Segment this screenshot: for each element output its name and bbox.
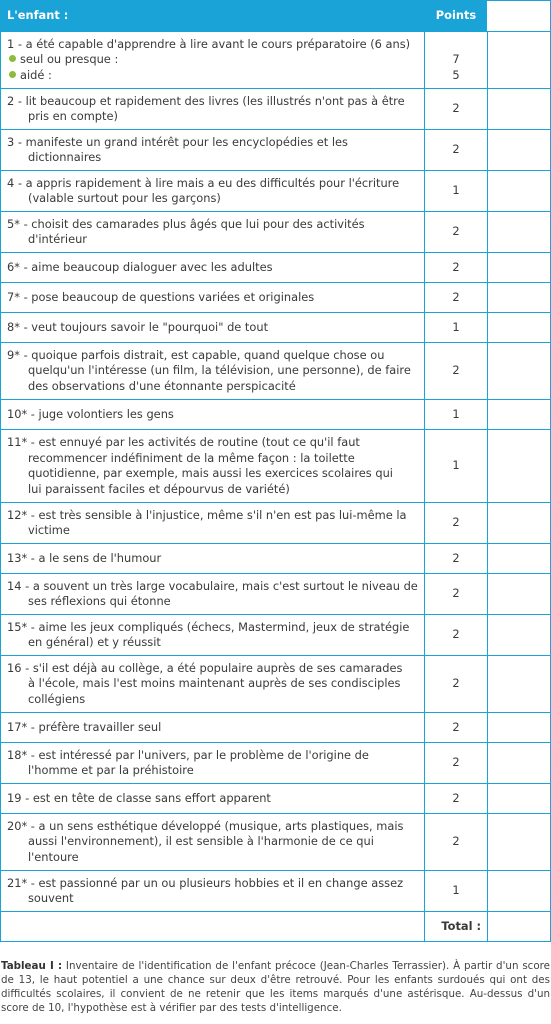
item-points: [425, 89, 488, 129]
item-line: 13* - a le sens de l'humour: [7, 550, 162, 565]
table-row: [1, 313, 551, 343]
item-line: des observations d'une étonnante perspicacité: [28, 378, 296, 393]
score-entry-cell[interactable]: [488, 212, 551, 252]
table-header: [1, 1, 551, 32]
score-entry-cell[interactable]: [488, 253, 551, 282]
item-points: [425, 171, 488, 211]
table-row: [1, 615, 551, 656]
item-points: [425, 400, 488, 429]
table-row: [1, 400, 551, 430]
item-description: [1, 130, 425, 170]
item-points: [425, 313, 488, 342]
item-description: [1, 656, 425, 712]
item-text: [7, 37, 410, 84]
item-text: [7, 791, 271, 807]
item-line: quelqu'un l'intéresse (un film, la télévision, une personne), de faire: [28, 363, 411, 378]
bullet-points: 7: [452, 52, 460, 66]
total-row: [1, 912, 551, 942]
score-entry-cell[interactable]: [488, 713, 551, 742]
item-text: [7, 217, 365, 248]
item-line: pris en compte): [28, 109, 118, 123]
score-entry-cell[interactable]: [488, 656, 551, 712]
item-points: [425, 283, 488, 312]
item-points: [425, 784, 488, 813]
score-entry-cell[interactable]: [488, 574, 551, 614]
points-value: 1: [452, 458, 460, 473]
item-points: [425, 430, 488, 502]
item-description: [1, 32, 425, 88]
item-description: [1, 743, 425, 783]
points-value: 1: [452, 883, 460, 898]
item-text: [7, 720, 161, 736]
total-entry-cell[interactable]: [488, 912, 551, 941]
table-row: [1, 430, 551, 503]
item-points: [425, 871, 488, 911]
item-line: à l'école, mais l'est moins maintenant auprès de ses condisciples: [28, 676, 401, 691]
item-text: [7, 407, 174, 423]
header-blank-cell: [488, 1, 551, 31]
points-value: 1: [452, 319, 460, 334]
item-line: en général) et y réussit: [28, 635, 161, 649]
item-line: 9* - quoique parfois distrait, est capable, quand quelque chose ou: [7, 347, 385, 362]
item-line: 2 - lit beaucoup et rapidement des livres (les illustrés n'ont pas à être: [7, 93, 405, 108]
points-value: 2: [452, 289, 460, 304]
points-value: 1: [452, 183, 460, 198]
item-line: 10* - juge volontiers les gens: [7, 406, 174, 421]
table-row: [1, 784, 551, 814]
table-row: [1, 283, 551, 313]
item-description: [1, 784, 425, 813]
item-text: [7, 135, 348, 166]
item-description: [1, 544, 425, 573]
score-entry-cell[interactable]: [488, 784, 551, 813]
item-description: [1, 253, 425, 282]
table-row: [1, 713, 551, 743]
item-text: [7, 661, 402, 708]
item-line: 17* - préfère travailler seul: [7, 719, 162, 734]
points-value: 2: [452, 259, 460, 274]
score-entry-cell[interactable]: [488, 814, 551, 870]
header-points-label: Points: [425, 1, 488, 31]
item-description: [1, 615, 425, 655]
table-row: [1, 503, 551, 544]
item-points: [425, 503, 488, 543]
item-description: [1, 283, 425, 312]
item-text: [7, 876, 403, 907]
item-description: [1, 89, 425, 129]
item-text: [7, 620, 409, 651]
item-line: 20* - a un sens esthétique développé (musique, arts plastiques, mais: [7, 818, 404, 833]
item-line: (valable surtout pour les garçons): [28, 191, 221, 205]
score-entry-cell[interactable]: [488, 313, 551, 342]
item-line: 7* - pose beaucoup de questions variées et originales: [7, 289, 315, 304]
points-value: 1: [452, 406, 460, 421]
item-line: 3 - manifeste un grand intérêt pour les encyclopédies et les: [7, 134, 348, 149]
item-line: ses réflexions qui étonne: [28, 594, 171, 608]
item-points: [425, 343, 488, 399]
item-line: lui paraissent faciles et dépourvus de variété): [28, 481, 290, 496]
score-entry-cell[interactable]: [488, 743, 551, 783]
item-line: 11* - est ennuyé par les activités de routine (tout ce qu'il faut: [7, 435, 360, 449]
total-spacer: [1, 912, 425, 941]
score-entry-cell[interactable]: [488, 503, 551, 543]
item-text: [7, 94, 405, 125]
table-row: [1, 253, 551, 283]
points-value: 2: [452, 224, 460, 239]
item-description: [1, 503, 425, 543]
score-entry-cell[interactable]: [488, 615, 551, 655]
points-value: 2: [452, 676, 460, 691]
item-text: [7, 320, 268, 336]
table-row: [1, 743, 551, 784]
item-line: 19 - est en tête de classe sans effort apparent: [7, 790, 271, 805]
item-description: [1, 713, 425, 742]
total-label: Total :: [425, 912, 488, 941]
item-points: [425, 253, 488, 282]
item-text: [7, 579, 418, 610]
bullet-label: aidé :: [20, 67, 52, 82]
points-value: 2: [452, 142, 460, 157]
table-row: [1, 212, 551, 253]
item-points: [425, 814, 488, 870]
bullet-option: [7, 68, 410, 84]
item-points: [425, 574, 488, 614]
score-entry-cell[interactable]: [488, 544, 551, 573]
points-value: 2: [452, 834, 460, 849]
item-text: [7, 819, 403, 866]
header-child-label: L'enfant :: [1, 1, 425, 31]
item-line: 8* - veut toujours savoir le "pourquoi" de tout: [7, 319, 269, 334]
item-line: 4 - a appris rapidement à lire mais a eu des difficultés pour l'écriture: [7, 175, 400, 190]
points-value: 2: [452, 515, 460, 530]
item-description: [1, 212, 425, 252]
table-row: [1, 171, 551, 212]
item-line: 16 - s'il est déjà au collège, a été populaire auprès de ses camarades: [7, 660, 403, 675]
bullet-dot-icon: [9, 55, 16, 62]
item-description: [1, 574, 425, 614]
item-text: [7, 748, 369, 779]
points-value: 2: [452, 790, 460, 805]
item-points: [425, 32, 488, 88]
caption-label: Tableau I :: [1, 960, 63, 972]
item-line: 14 - a souvent un très large vocabulaire, mais c'est surtout le niveau de: [7, 578, 418, 593]
item-points: [425, 130, 488, 170]
item-text: [7, 508, 407, 539]
score-entry-cell[interactable]: [488, 283, 551, 312]
item-description: [1, 171, 425, 211]
table-row: [1, 343, 551, 400]
item-line: aussi l'environnement), il est sensible à l'harmonie de ce qui: [28, 834, 374, 849]
bullet-label: seul ou presque :: [20, 52, 119, 67]
score-entry-cell[interactable]: [488, 400, 551, 429]
item-text: [7, 435, 393, 497]
table-row: [1, 574, 551, 615]
item-line: 5* - choisit des camarades plus âgés que lui pour des activités: [7, 216, 365, 231]
item-line: victime: [28, 523, 70, 537]
table-row: [1, 89, 551, 130]
item-text: [7, 290, 314, 306]
item-points: [425, 743, 488, 783]
item-description: [1, 313, 425, 342]
item-text: [7, 176, 399, 207]
table-row: [1, 32, 551, 89]
score-entry-cell[interactable]: [488, 89, 551, 129]
item-line: l'entoure: [28, 849, 79, 864]
item-description: [1, 343, 425, 399]
item-line: 12* - est très sensible à l'injustice, même s'il n'en est pas lui-même la: [7, 507, 407, 522]
points-value: 2: [452, 627, 460, 642]
score-entry-cell[interactable]: [488, 871, 551, 911]
table-row: [1, 814, 551, 871]
item-line: recommencer indéfiniment de la même façon : la toilette: [28, 450, 355, 465]
table-caption: [0, 960, 551, 1016]
item-description: [1, 871, 425, 911]
score-entry-cell[interactable]: [488, 130, 551, 170]
item-line: dictionnaires: [28, 150, 102, 164]
points-value: 2: [452, 550, 460, 565]
item-points: [425, 615, 488, 655]
item-description: [1, 400, 425, 429]
table-row: [1, 871, 551, 912]
score-entry-cell[interactable]: [488, 343, 551, 399]
item-line: 1 - a été capable d'apprendre à lire avant le cours préparatoire (6 ans): [7, 36, 411, 51]
points-value: 2: [452, 719, 460, 734]
item-line: 21* - est passionné par un ou plusieurs hobbies et il en change assez: [7, 875, 404, 890]
item-points: [425, 212, 488, 252]
points-value: 2: [452, 363, 460, 378]
item-line: 15* - aime les jeux compliqués (échecs, Mastermind, jeux de stratégie: [7, 619, 410, 634]
item-line: souvent: [28, 891, 74, 905]
bullet-points: 5: [452, 67, 460, 82]
table-row: [1, 656, 551, 713]
item-points: [425, 656, 488, 712]
item-text: [7, 348, 411, 395]
bullet-dot-icon: [9, 71, 16, 78]
item-points: [425, 544, 488, 573]
item-line: 18* - est intéressé par l'univers, par le problème de l'origine de: [7, 747, 369, 762]
item-line: collégiens: [28, 691, 86, 706]
item-line: quotidienne, par exemple, mais aussi les exercices scolaires qui: [28, 466, 393, 480]
caption-text: Inventaire de l'identification de l'enfant précoce (Jean-Charles Terrassier). À partir d'un score de 13, le haut potentiel a une chance sur deux d'être retrouvé. Pour les enfants surdoués qui ont des difficultés scolaires, il convient de ne retenir que les items marqués d'une astérisque. Au-dessus d'un score de 10, l'hypothèse est à vérifier par des tests d'intelligence.: [1, 960, 550, 1014]
score-entry-cell[interactable]: [488, 32, 551, 88]
item-line: l'homme et par la préhistoire: [28, 763, 194, 777]
item-text: [7, 551, 161, 567]
score-entry-cell[interactable]: [488, 430, 551, 502]
item-description: [1, 814, 425, 870]
points-value: 2: [452, 755, 460, 770]
bullet-option: [7, 52, 410, 68]
item-description: [1, 430, 425, 502]
score-entry-cell[interactable]: [488, 171, 551, 211]
table-row: [1, 544, 551, 574]
item-points: [425, 713, 488, 742]
item-line: d'intérieur: [28, 232, 87, 246]
item-line: 6* - aime beaucoup dialoguer avec les adultes: [7, 259, 273, 274]
points-value: 2: [452, 101, 460, 116]
table-row: [1, 130, 551, 171]
item-text: [7, 260, 273, 276]
points-value: 2: [452, 586, 460, 601]
